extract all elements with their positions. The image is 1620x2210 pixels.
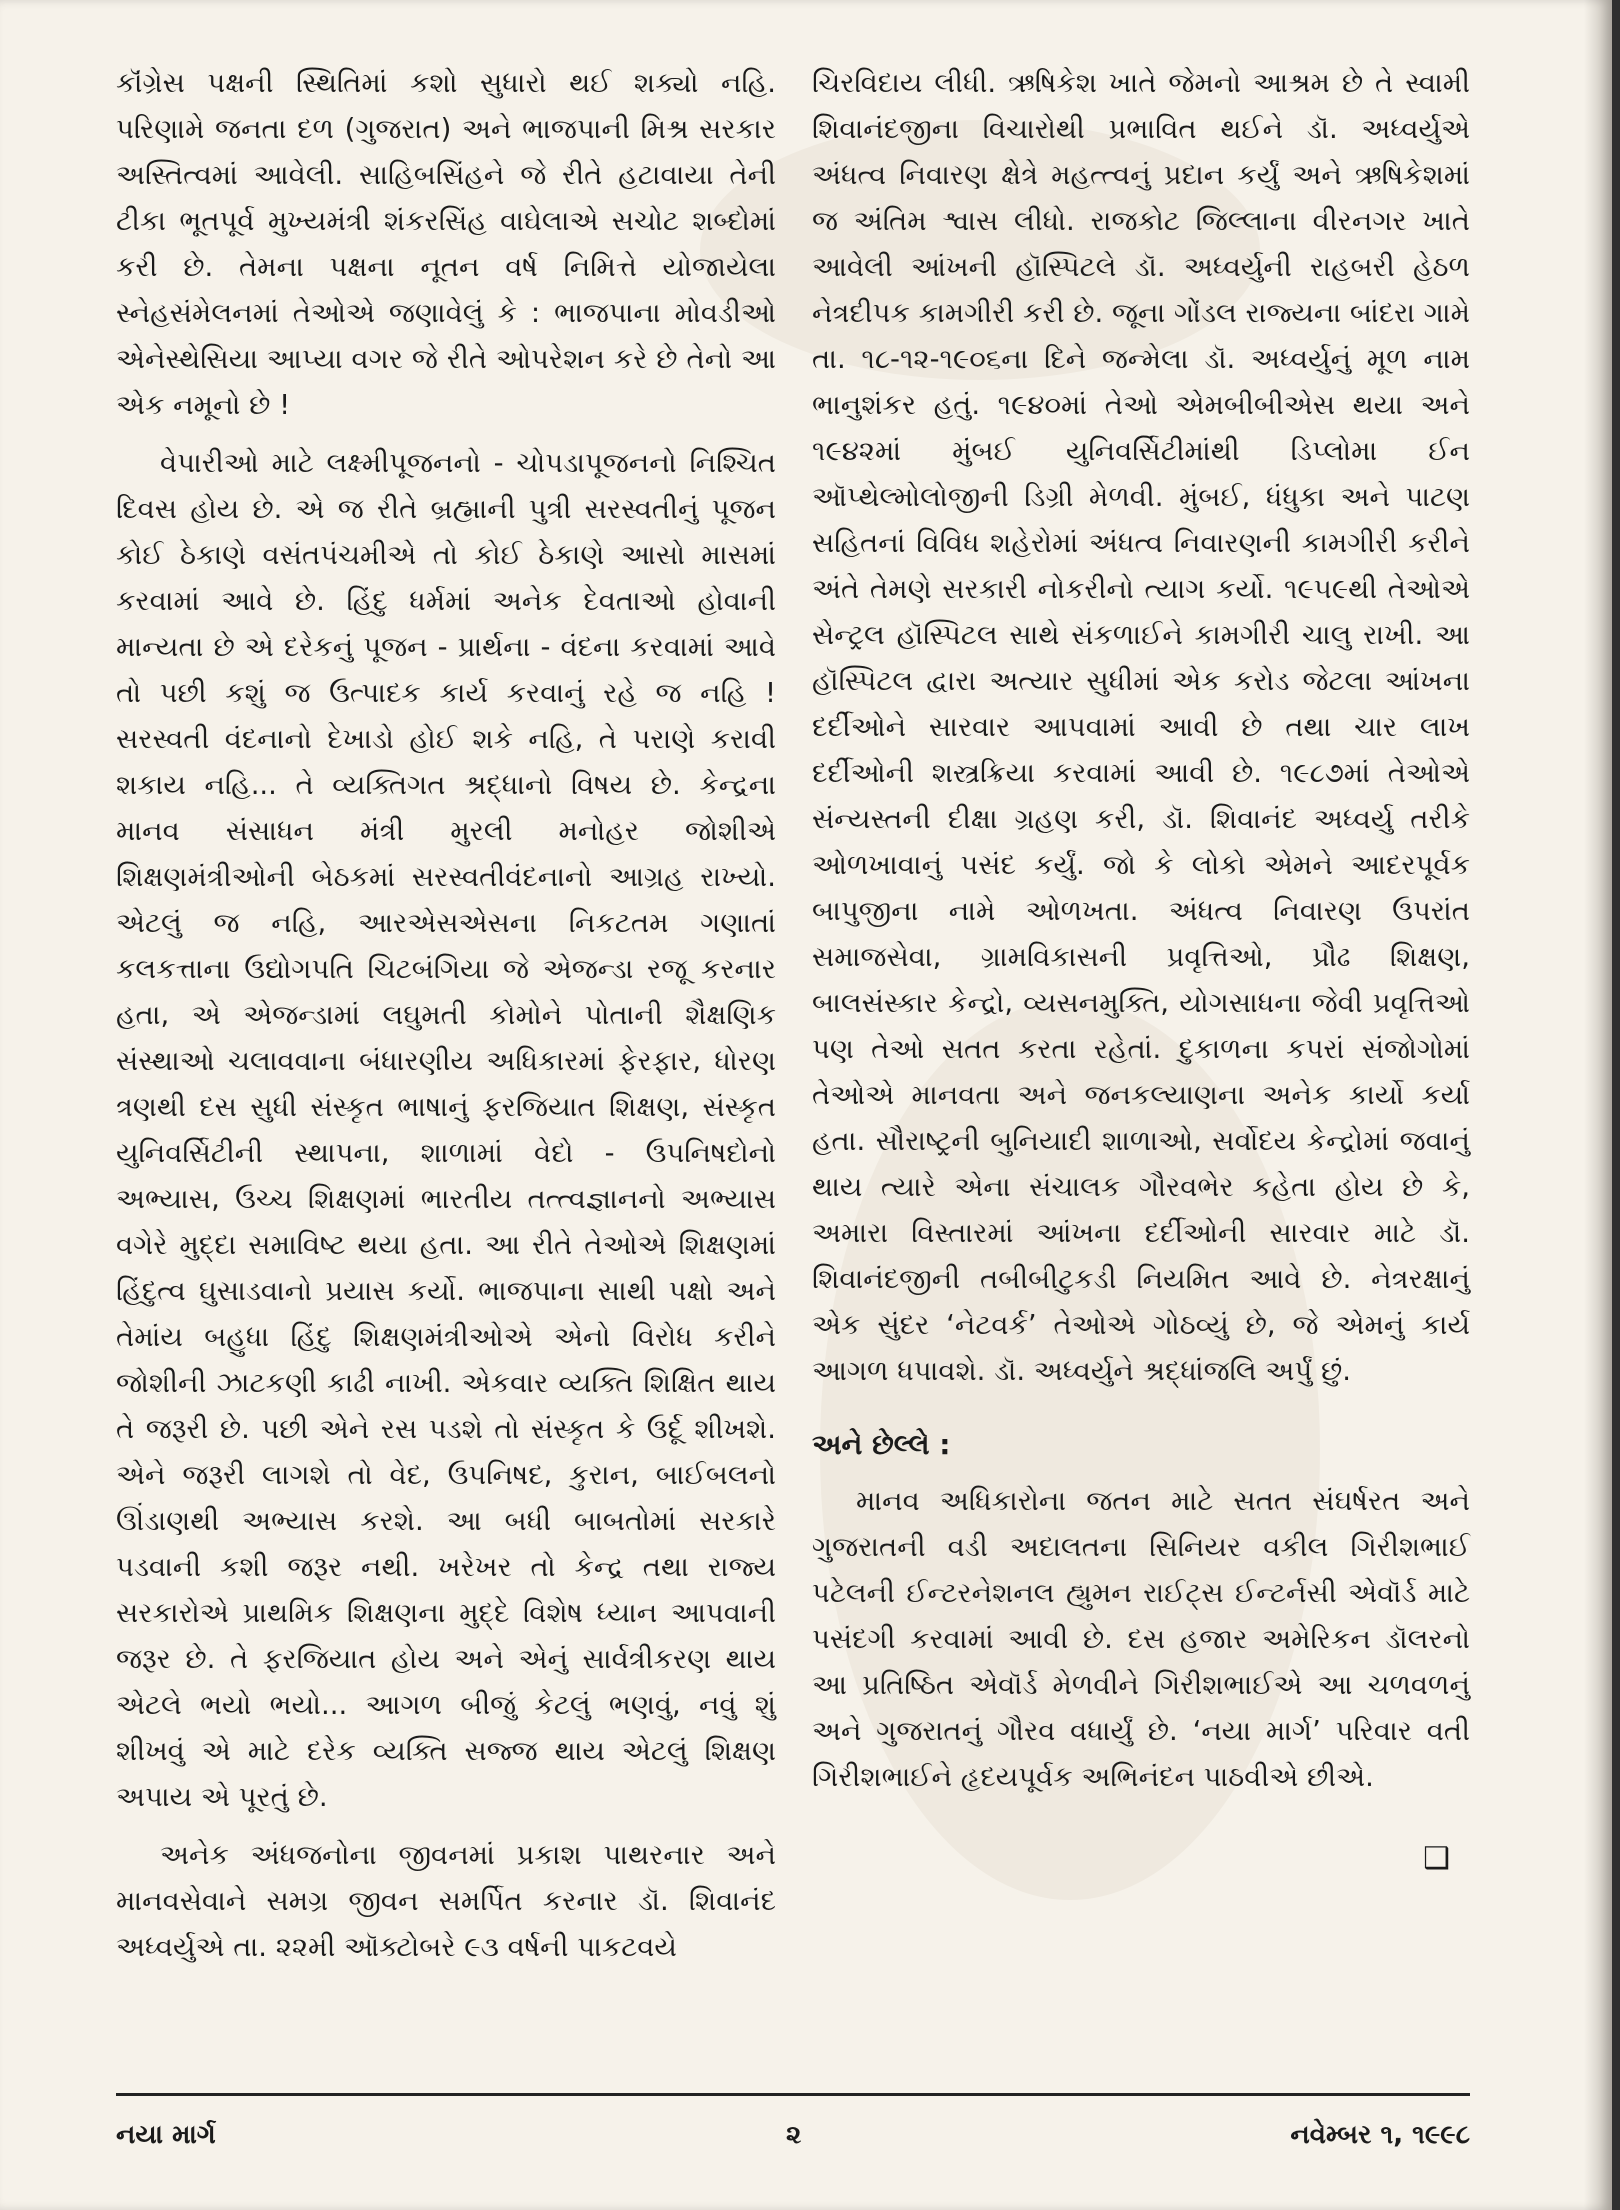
publication-name: નયા માર્ગ [116,2120,216,2150]
footer-rule [116,2093,1470,2096]
end-of-article-mark: ❑ [1423,1841,1450,1876]
page-edge-shadow [1584,0,1612,2210]
page-footer [116,2120,1470,2160]
right-column [812,60,1470,1882]
left-column [116,60,776,1982]
page-number: ૨ [786,2120,802,2150]
paragraph: ચિરવિદાય લીધી. ઋષિકેશ ખાતે જેમનો આશ્રમ છે તે સ્વામી શિવાનંદજીના વિચારોથી પ્રભાવિત થઈને ડૉ. અધ્વર્યુએ અંધત્વ નિવારણ ક્ષેત્રે મહત્ત્વનું પ્રદાન કર્યું અને ઋષિકેશમાં જ અંતિમ શ્વાસ લીધો. રાજકોટ જિલ્લાના વીરનગર ખાતે આવેલી આંખની હૉસ્પિટલે ડૉ. અધ્વર્યુની રાહબરી હેઠળ નેત્રદીપક કામગીરી કરી છે. જૂના ગોંડલ રાજ્યના બાંદરા ગામે તા. ૧૮-૧૨-૧૯૦૬ના દિને જન્મેલા ડૉ. અધ્વર્યુનું મૂળ નામ ભાનુશંકર હતું. ૧૯૪૦માં તેઓ એમબીબીએસ થયા અને ૧૯૪૨માં મુંબઈ યુનિવર્સિટીમાંથી ડિપ્લોમા ઈન ઑપ્થેલ્મોલોજીની ડિગ્રી મેળવી. મુંબઈ, ધંધુકા અને પાટણ સહિતનાં વિવિધ શહેરોમાં અંધત્વ નિવારણની કામગીરી કરીને અંતે તેમણે સરકારી નોકરીનો ત્યાગ કર્યો. ૧૯૫૯થી તેઓએ સેન્ટ્રલ હૉસ્પિટલ સાથે સંકળાઈને કામગીરી ચાલુ રાખી. આ હૉસ્પિટલ દ્વારા અત્યાર સુધીમાં એક કરોડ જેટલા આંખના દર્દીઓને સારવાર આપવામાં આવી છે તથા ચાર લાખ દર્દીઓની શસ્ત્રક્રિયા કરવામાં આવી છે. ૧૯૮૭માં તેઓએ સંન્યસ્તની દીક્ષા ગ્રહણ કરી, ડૉ. શિવાનંદ અધ્વર્યુ તરીકે ઓળખાવાનું પસંદ કર્યું. જો કે લોકો એમને આદરપૂર્વક બાપુજીના નામે ઓળખતા. અંધત્વ નિવારણ ઉપરાંત સમાજસેવા, ગ્રામવિકાસની પ્રવૃત્તિઓ, પ્રૌઢ શિક્ષણ, બાલસંસ્કાર કેન્દ્રો, વ્યસનમુક્તિ, યોગસાધના જેવી પ્રવૃત્તિઓ પણ તેઓ સતત કરતા રહેતાં. દુકાળના કપરાં સંજોગોમાં તેઓએ માનવતા અને જનકલ્યાણના અનેક કાર્યો કર્યા હતા. સૌરાષ્ટ્રની બુનિયાદી શાળાઓ, સર્વોદય કેન્દ્રોમાં જવાનું થાય ત્યારે એના સંચાલક ગૌરવભેર કહેતા હોય છે કે, અમારા વિસ્તારમાં આંખના દર્દીઓની સારવાર માટે ડૉ. શિવાનંદજીની તબીબીટુકડી નિયમિત આવે છે. નેત્રરક્ષાનું એક સુંદર ‘નેટવર્ક’ તેઓએ ગોઠવ્યું છે, જે એમનું કાર્ય આગળ ધપાવશે. ડૉ. અધ્વર્યુને શ્રદ્ધાંજલિ અર્પું છું. [812,67,1470,1387]
paragraph: અનેક અંધજનોના જીવનમાં પ્રકાશ પાથરનાર અને માનવસેવાને સમગ્ર જીવન સમર્પિત કરનાર ડૉ. શિવાનંદ અધ્વર્યુએ તા. ૨૨મી ઑક્ટોબરે ૯૩ વર્ષની પાકટવયે [116,1839,776,1963]
section-heading: અને છેલ્લે : [812,1428,951,1461]
paragraph: વેપારીઓ માટે લક્ષ્મીપૂજનનો - ચોપડાપૂજનનો નિશ્ચિત દિવસ હોય છે. એ જ રીતે બ્રહ્માની પુત્રી સરસ્વતીનું પૂજન કોઈ ઠેકાણે વસંતપંચમીએ તો કોઈ ઠેકાણે આસો માસમાં કરવામાં આવે છે. હિંદુ ધર્મમાં અનેક દેવતાઓ હોવાની માન્યતા છે એ દરેકનું પૂજન - પ્રાર્થના - વંદના કરવામાં આવે તો પછી કશું જ ઉત્પાદક કાર્ય કરવાનું રહે જ નહિ ! સરસ્વતી વંદનાનો દેખાડો હોઈ શકે નહિ, તે પરાણે કરાવી શકાય નહિ... તે વ્યક્તિગત શ્રદ્ધાનો વિષય છે. કેન્દ્રના માનવ સંસાધન મંત્રી મુરલી મનોહર જોશીએ શિક્ષણમંત્રીઓની બેઠકમાં સરસ્વતીવંદનાનો આગ્રહ રાખ્યો. એટલું જ નહિ, આરએસએસના નિકટતમ ગણાતાં કલકત્તાના ઉદ્યોગપતિ ચિટબંગિયા જે એજન્ડા રજૂ કરનાર હતા, એ એજન્ડામાં લઘુમતી કોમોને પોતાની શૈક્ષણિક સંસ્થાઓ ચલાવવાના બંધારણીય અધિકારમાં ફેરફાર, ધોરણ ત્રણથી દસ સુધી સંસ્કૃત ભાષાનું ફરજિયાત શિક્ષણ, સંસ્કૃત યુનિવર્સિટીની સ્થાપના, શાળામાં વેદો - ઉપનિષદોનો અભ્યાસ, ઉચ્ચ શિક્ષણમાં ભારતીય તત્ત્વજ્ઞાનનો અભ્યાસ વગેરે મુદ્દા સમાવિષ્ટ થયા હતા. આ રીતે તેઓએ શિક્ષણમાં હિંદુત્વ ઘુસાડવાનો પ્રયાસ કર્યો. ભાજપાના સાથી પક્ષો અને તેમાંય બહુધા હિંદુ શિક્ષણમંત્રીઓએ એનો વિરોધ કરીને જોશીની ઝાટકણી કાઢી નાખી. એકવાર વ્યક્તિ શિક્ષિત થાય તે જરૂરી છે. પછી એને રસ પડશે તો સંસ્કૃત કે ઉર્દૂ શીખશે. એને જરૂરી લાગશે તો વેદ, ઉપનિષદ, કુરાન, બાઈબલનો ઊંડાણથી અભ્યાસ કરશે. આ બધી બાબતોમાં સરકારે પડવાની કશી જરૂર નથી. ખરેખર તો કેન્દ્ર તથા રાજ્ય સરકારોએ પ્રાથમિક શિક્ષણના મુદ્દે વિશેષ ધ્યાન આપવાની જરૂર છે. તે ફરજિયાત હોય અને એનું સાર્વત્રીકરણ થાય એટલે ભયો ભયો... આગળ બીજું કેટલું ભણવું, નવું શું શીખવું એ માટે દરેક વ્યક્તિ સજ્જ થાય એટલું શિક્ષણ અપાય એ પૂરતું છે. [116,447,776,1813]
paragraph: માનવ અધિકારોના જતન માટે સતત સંઘર્ષરત અને ગુજરાતની વડી અદાલતના સિનિયર વકીલ ગિરીશભાઈ પટેલની ઈન્ટરનેશનલ હ્યુમન રાઈટ્સ ઈન્ટર્નસી એવૉર્ડ માટે પસંદગી કરવામાં આવી છે. દસ હજાર અમેરિકન ડૉલરનો આ પ્રતિષ્ઠિત એવૉર્ડ મેળવીને ગિરીશભાઈએ આ ચળવળનું અને ગુજરાતનું ગૌરવ વધાર્યું છે. ‘નયા માર્ગ’ પરિવાર વતી ગિરીશભાઈને હૃદયપૂર્વક અભિનંદન પાઠવીએ છીએ. [812,1485,1470,1793]
paragraph: કૉંગ્રેસ પક્ષની સ્થિતિમાં કશો સુધારો થઈ શક્યો નહિ. પરિણામે જનતા દળ (ગુજરાત) અને ભાજપાની મિશ્ર સરકાર અસ્તિત્વમાં આવેલી. સાહિબસિંહને જે રીતે હટાવાયા તેની ટીકા ભૂતપૂર્વ મુખ્યમંત્રી શંકરસિંહ વાઘેલાએ સચોટ શબ્દોમાં કરી છે. તેમના પક્ષના નૂતન વર્ષ નિમિત્તે યોજાયેલા સ્નેહસંમેલનમાં તેઓએ જણાવેલું કે : ભાજપાના મોવડીઓ એનેસ્થેસિયા આપ્યા વગર જે રીતે ઓપરેશન કરે છે તેનો આ એક નમૂનો છે ! [116,67,776,421]
issue-date: નવેમ્બર ૧, ૧૯૯૮ [1290,2120,1470,2150]
